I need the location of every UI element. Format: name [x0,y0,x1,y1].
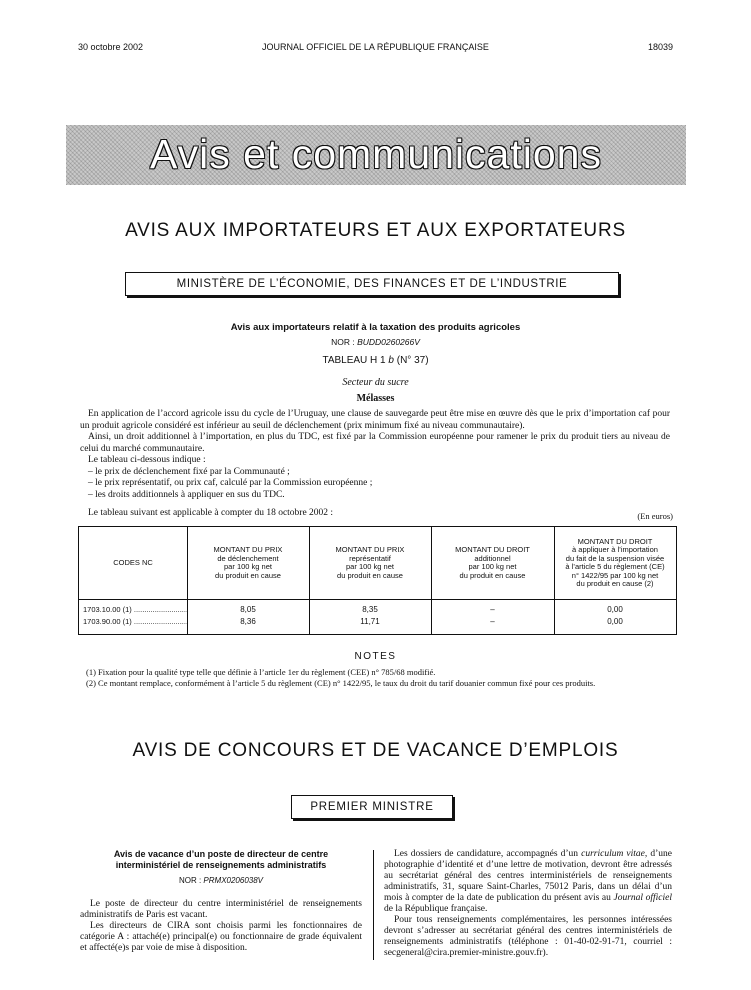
page-number: 18039 [647,42,673,52]
header-line: MONTANT DU PRIX [213,545,283,554]
issue-date: 30 octobre 2002 [78,42,144,52]
column-header-representative-price [309,527,431,599]
application-paragraph [384,849,672,915]
note-item: (2) Ce montant remplace, conformément à l’article 5 du règlement (CE) n° 1422/95, le taux du droit du tarif douanier commun fixé pour ces produits. [86,678,596,688]
header-line: représentatif [349,553,391,563]
banner-title: Avis et communications [150,131,602,177]
header-line: de déclenchement [217,553,279,563]
section-heading-vacancies: AVIS DE CONCOURS ET DE VACANCE D’EMPLOIS [132,740,619,761]
vacancy-left-column [80,849,362,954]
journal-title: JOURNAL OFFICIEL DE LA RÉPUBLIQUE FRANÇAISE [262,42,489,52]
table-cell-suspension: 0,00 [607,605,623,614]
tableau-prefix: TABLEAU H 1 [322,355,389,366]
header-line: MONTANT DU DROIT [577,536,653,546]
header-line: du produit en cause [459,570,526,580]
ministry-name: PREMIER MINISTRE [310,801,434,813]
header-line: n° 1422/95 par 100 kg net [571,570,659,580]
ministry-box [125,272,619,296]
notes-body [78,667,673,689]
page-header [78,42,673,56]
header-line: additionnel [474,553,511,563]
header-line: à appliquer à l’importation [572,545,658,554]
text-run: Les dossiers de candidature, accompagnés d’un [394,849,582,859]
text-run: de la République française. [384,904,488,914]
vacancy-body [80,899,362,954]
nor-code: PRMX0206038V [203,876,264,885]
table-cell-trigger: 8,36 [240,617,256,626]
vacancy-title-line: interministériel de renseignements administratifs [115,859,327,870]
vacancy-nor [80,876,362,885]
sector-label: Secteur du sucre [342,377,409,388]
header-line: par 100 kg net [346,562,394,571]
vacancy-title [80,849,362,870]
vacancy-title-line: Avis de vacance d’un poste de directeur de centre [113,849,329,859]
column-divider [373,850,374,960]
header-line: du produit en cause [215,570,281,580]
header-line: CODES NC [113,557,153,567]
contact-paragraph: Pour tous renseignements complémentaires, les personnes intéressées devront s’adresser au secrétariat général des centres interministériels de renseignements administratifs (téléphone : 01-40-02-91-71, courriel : secgeneral@cira.premier-ministre.gouv.fr). [384,915,672,958]
price-table [78,526,677,635]
table-cell-additional: – [490,617,495,626]
text-run-italic: Journal officiel [613,893,673,903]
nor-code: BUDD0260266V [357,337,420,347]
table-cell-representative: 11,71 [360,617,380,626]
list-item: – le prix représentatif, ou prix caf, calculé par la Commission européenne ; [88,478,373,488]
column-header-additional-duty [431,527,554,599]
nor-label: NOR : [331,337,358,347]
nor-label: NOR : [178,876,204,885]
header-line: MONTANT DU DROIT [455,545,530,554]
table-intro: Le tableau suivant est applicable à compter du 18 octobre 2002 : [88,508,334,518]
note-item: (1) Fixation pour la qualité type telle que définie à l’article 1er du règlement (CEE) n° 785/68 modifié. [86,667,436,677]
premier-ministre-box [291,795,453,819]
vacancy-paragraph: Le poste de directeur du centre interministériel de renseignements administratifs de Paris est vacant. [80,899,362,920]
table-cell-trigger: 8,05 [240,605,256,614]
table-cell-additional: – [490,605,495,614]
column-header-trigger-price [187,527,309,599]
column-header-codes [79,527,187,599]
tableau-letter: b [388,355,394,366]
tableau-number [0,355,751,366]
currency-note: (En euros) [637,511,673,521]
section-heading-importers: AVIS AUX IMPORTATEURS ET AUX EXPORTATEURS [125,220,626,241]
notice-paragraph: Le tableau ci-dessous indique : [88,455,206,465]
vacancy-paragraph: Les directeurs de CIRA sont choisis parmi les fonctionnaires de catégorie A : attaché(e) principal(e) ou fonctionnaire de grade équivalent et affecté(e)s par voie de mise à disposition. [80,921,362,953]
notice-title: Avis aux importateurs relatif à la taxation des produits agricoles [230,322,521,333]
header-line: à l’article 5 du règlement (CE) [565,562,665,571]
notice-nor [0,337,751,347]
text-run-italic: curriculum vitae [581,849,645,859]
notice-paragraph: Ainsi, un droit additionnel à l’importation, en plus du TDC, est fixé par la Commission européenne pour ramener le prix du produit tiers au niveau de celui du marché communautaire. [80,432,670,454]
table-row-code: 1703.90.00 (1) .......................... [83,617,189,626]
list-item: – le prix de déclenchement fixé par la Communauté ; [88,466,290,477]
notes-title: NOTES [354,651,397,662]
text-run: , d’une photographie d’identité et d’une lettre de motivation, devront être adressés au secrétariat général des centres interministériels de renseignements administratifs, 31, square Saint-Charles, 75012 Paris, dans un délai d’un mois à compter de la date de publication du présent avis au [384,849,673,903]
tableau-suffix: (N° 37) [393,355,429,366]
notice-body [80,409,670,501]
header-line: par 100 kg net [224,562,272,571]
header-line: du produit en cause (2) [576,579,654,588]
list-item: – les droits additionnels à appliquer en sus du TDC. [88,489,285,500]
table-cell-suspension: 0,00 [607,617,623,626]
section-banner [66,125,686,185]
table-cell-representative: 8,35 [362,605,378,614]
header-line: MONTANT DU PRIX [335,545,405,554]
header-line: par 100 kg net [468,562,517,571]
table-row-code: 1703.10.00 (1) .......................... [83,605,189,614]
vacancy-right-column [384,849,672,959]
product-label: Mélasses [356,393,395,404]
header-line: du produit en cause [337,570,403,580]
column-header-suspension-duty [554,527,676,599]
notice-paragraph: En application de l’accord agricole issu du cycle de l’Uruguay, une clause de sauvegarde peut être mise en œuvre dès que le prix d’importation caf pour un produit agricole considéré est inférieur au seuil de déclenchement (prix minimum fixé au niveau communautaire). [80,409,670,431]
table-header-rule [79,599,676,600]
ministry-name: MINISTÈRE DE L’ÉCONOMIE, DES FINANCES ET DE L’INDUSTRIE [176,278,568,290]
header-line: du fait de la suspension visée [565,553,665,563]
